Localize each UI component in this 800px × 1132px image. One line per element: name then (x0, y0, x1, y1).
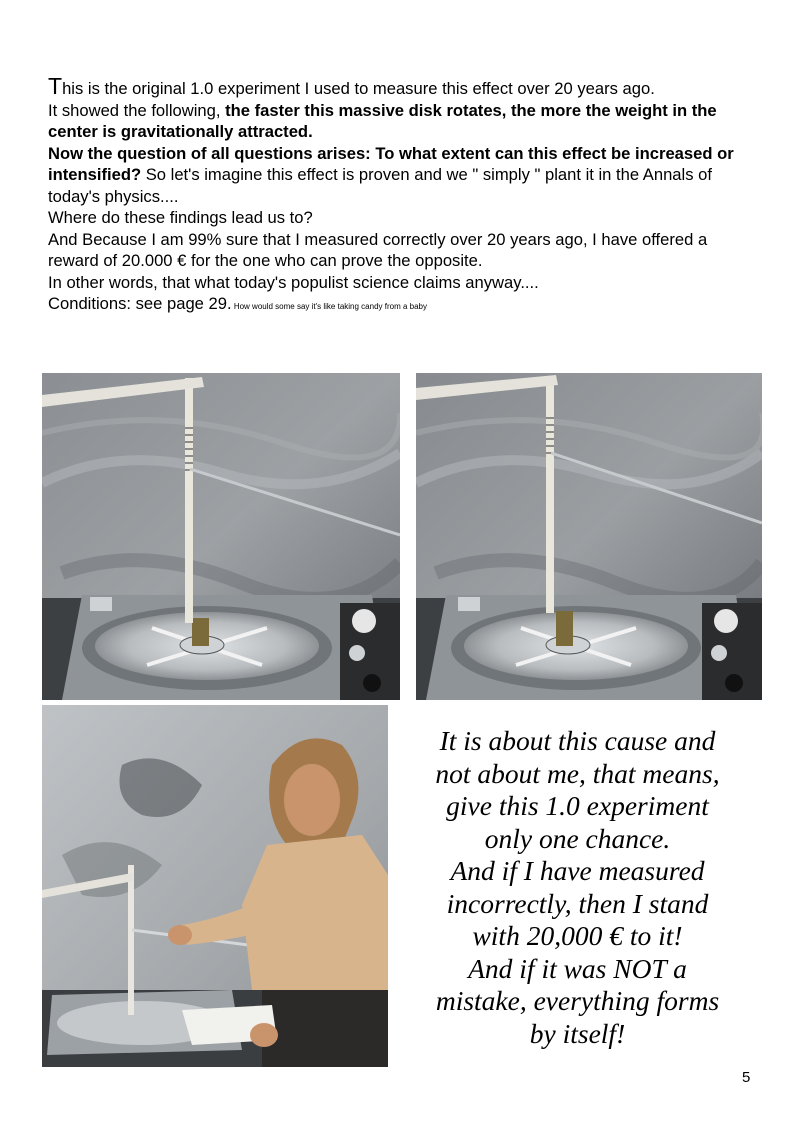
aside-text: How would some say it's like taking candy from a baby (231, 302, 427, 311)
finding-bold: the faster this massive disk rotates, the more the weight in the center is gravitationally attracted. (48, 100, 717, 141)
intro-reward: And Because I am 99% sure that I measured correctly over 20 years ago, I have offered a reward of 20.000 € for the one who can prove the opposite. (48, 229, 708, 270)
intro-conditions (48, 293, 760, 318)
intro-other-words: In other words, that what today's populist science claims anyway.... (48, 272, 539, 292)
inventor-photo (42, 705, 388, 1067)
intro-question (48, 143, 760, 208)
quote-line: And if I have measured (450, 855, 705, 886)
conditions-text: Conditions: see page 29. (48, 294, 232, 313)
quote-line: incorrectly, then I stand (446, 887, 709, 919)
quote-line: It is about this cause and (439, 725, 716, 756)
experiment-photo-2 (416, 373, 762, 700)
intro-finding (48, 100, 760, 143)
drop-cap: T (48, 73, 63, 99)
intro-line-1-text: his is the original 1.0 experiment I used to measure this effect over 20 years ago. (62, 79, 655, 98)
quote-line: only one chance. (484, 822, 671, 854)
intro-line-1 (48, 73, 760, 100)
quote-line: by itself! (529, 1017, 626, 1049)
experiment-photo-1 (42, 373, 400, 700)
finding-lead: It showed the following, (48, 100, 226, 120)
question-bold: Now the question of all questions arises: To what extent can this effect be increased or intensified? (48, 143, 734, 184)
page-number: 5 (742, 1069, 751, 1086)
quote-line: And if it was NOT a (468, 952, 687, 984)
quote-line: mistake, everything forms (435, 985, 720, 1016)
intro-text (48, 73, 760, 318)
quote-line: with 20,000 € to it! (472, 920, 683, 951)
question-rest: So let's imagine this effect is proven and we " simply " plant it in the Annals of today's physics.... (48, 165, 712, 206)
quote-line: not about me, that means, (435, 757, 720, 789)
quote-block (400, 725, 755, 1050)
intro-where: Where do these findings lead us to? (48, 208, 313, 227)
quote-line: give this 1.0 experiment (446, 790, 709, 821)
